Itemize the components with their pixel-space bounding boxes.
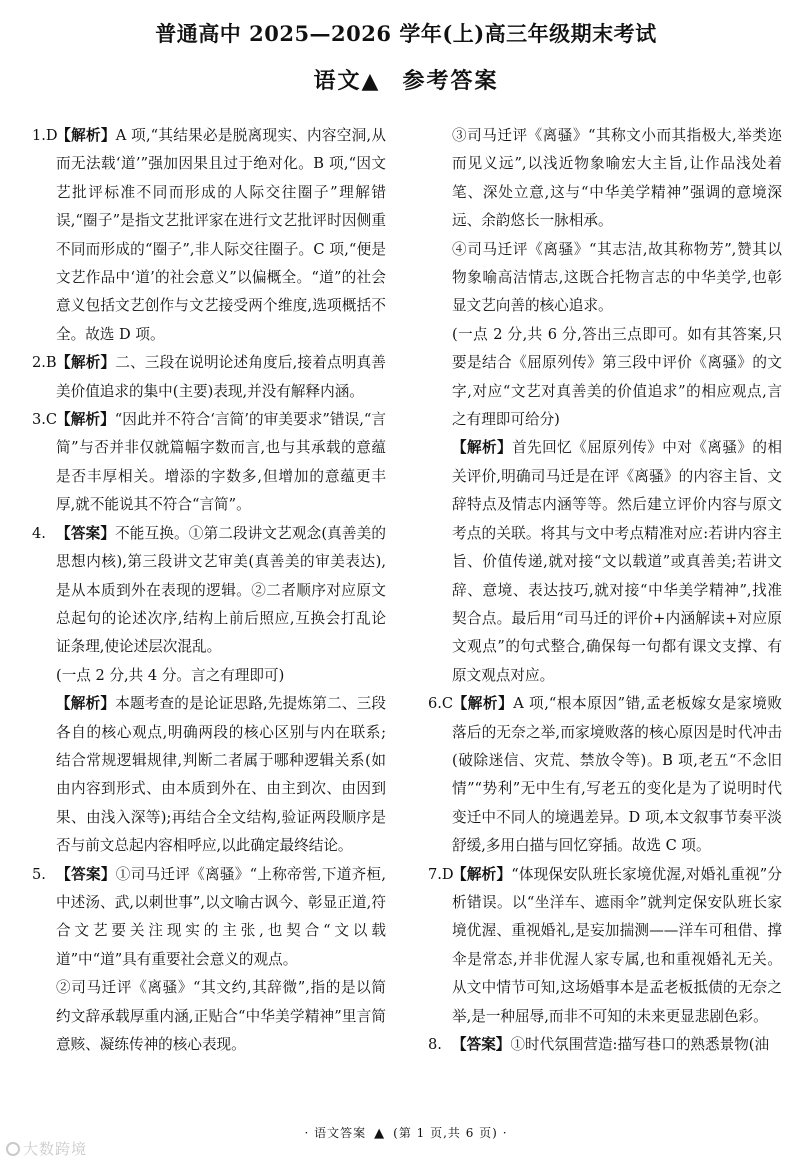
answer-item	[32, 406, 386, 520]
answer-tag: 【解析】	[452, 439, 513, 457]
footer-triangle-icon: ▲	[374, 1126, 386, 1141]
answer-tag: 【答案】	[56, 865, 116, 883]
page-subtitle	[0, 64, 812, 95]
answer-tag: 【解析】	[56, 354, 116, 372]
answer-tag: 【解析】	[56, 411, 115, 429]
answer-text: 本题考查的是论证思路,先提炼第二、三段各自的核心观点,明确两段的核心区别与内在联系;结合常规逻辑规律,判断二者属于哪种逻辑关系(如由内容到形式、由本质到外在、由主到次、由因到果、由浅入深等);再结合全文结构,验证两段顺序是否与前文总起内容相呼应,以此确定最终结论。	[56, 695, 386, 855]
question-number: 1.D	[32, 127, 58, 144]
answer-text: ①时代氛围营造:描写巷口的熟悉景物(油	[510, 1036, 770, 1053]
footer-page-number: (第 1 页,共 6 页)	[393, 1126, 498, 1140]
answer-paragraph	[428, 236, 782, 321]
question-number: 7.D	[428, 865, 454, 883]
answer-tag: 【答案】	[56, 524, 116, 542]
answer-text: (一点 2 分,共 4 分。言之有理即可)	[56, 666, 285, 684]
question-number: 4.	[32, 524, 46, 542]
answer-text: ④司马迁评《离骚》“其志洁,故其称物芳”,赞其以物象喻高洁情志,这既合托物言志的中华美学,也彰显文艺向善的核心追求。	[452, 240, 782, 315]
footer-dot-left: ·	[304, 1126, 310, 1140]
answer-item	[32, 861, 386, 975]
answer-text: 首先回忆《屈原列传》中对《离骚》的相关评价,明确司马迁是在评《离骚》的内容主旨、文辞特点及情志内涵等等。然后建立评价内容与原文考点的关联。将其与文中考点精准对应:若讲内容主旨、价值传递,就对接“文以载道”或真善美;若讲文辞、意境、表达技巧,就对接“中华美学精神”,找准契合点。最后用“司马迁的评价+内涵解读+对应原文观点”的句式整合,确保每一句都有课文支撑、有原文观点对应。	[452, 439, 782, 684]
answer-text: (一点 2 分,共 6 分,答出三点即可。如有其答案,只要是结合《屈原列传》第三段中评价《离骚》的文字,对应“文艺对真善美的价值追求”的相应观点,言之有理即可给分)	[452, 325, 782, 429]
page-footer	[0, 1124, 812, 1141]
answer-paragraph	[32, 974, 386, 1059]
answer-text: “体现保安队班长家境优渥,对婚礼重视”分析错误。以“坐洋车、遮雨伞”就判定保安队班长家境优渥、重视婚礼,是妄加揣测——洋车可租借、撑伞是常态,并非优渥人家专属,也和重视婚礼无关。从文中情节可知,这场婚事本是孟老板抵债的无奈之举,是一种屈辱,而非不可知的未来更显悲剧色彩。	[452, 865, 782, 1025]
answer-tag: 【解析】	[452, 865, 512, 883]
answer-item	[428, 861, 782, 1031]
answer-text: A 项,“其结果必是脱离现实、内容空洞,从而无法载‘道’”强加因果且过于绝对化。B 项,“因文艺批评标准不同而形成的人际交往圈子”理解错误,“圈子”是指文艺批评家在进行文艺批评时因侧重不同而形成的“圈子”,非人际交往圈子。C 项,“便是文艺作品中‘道’的社会意义”以偏概全。“道”的社会意义包括文艺创作与文艺接受两个维度,选项概括不全。故选 D 项。	[56, 127, 386, 343]
question-number: 5.	[32, 865, 46, 883]
answer-item	[32, 520, 386, 662]
answer-item	[428, 690, 782, 860]
answer-tag: 【解析】	[452, 695, 514, 713]
answer-text: ②司马迁评《离骚》“其文约,其辞微”,指的是以简约文辞承载厚重内涵,正贴合“中华美学精神”里言简意赅、凝练传神的核心表现。	[56, 979, 386, 1053]
answer-paragraph	[32, 690, 386, 860]
answer-text: 不能互换。①第二段讲文艺观念(真善美的思想内核),第三段讲文艺审美(真善美的审美表达),是从本质到外在表现的逻辑。②二者顺序对应原文总起句的论述次序,结构上前后照应,互换会打乱论证条理,使论述层次混乱。	[56, 524, 386, 656]
footer-label: 语文答案	[314, 1126, 367, 1140]
answer-paragraph	[428, 122, 782, 236]
answer-text: A 项,“根本原因”错,孟老板嫁女是家境败落后的无奈之举,而家境败落的核心原因是时代冲击(破除迷信、灾荒、禁放令等)。B 项,老五“不念旧情”“势利”无中生有,写老五的变化是为了说明时代变迁中不同人的境遇差异。D 项,本文叙事节奏平淡舒缓,多用白描与回忆穿插。故选 C 项。	[452, 695, 782, 855]
answer-paragraph	[32, 662, 386, 690]
answer-paragraph	[428, 321, 782, 435]
answer-item	[32, 122, 386, 349]
left-column	[32, 122, 386, 1059]
question-number: 8.	[428, 1036, 442, 1053]
page-title: 普通高中 2025—2026 学年(上)高三年级期末考试	[155, 21, 657, 46]
watermark-text: 大数跨境	[23, 1140, 88, 1158]
answer-paragraph	[428, 434, 782, 690]
answer-text: ①司马迁评《离骚》“上称帝喾,下道齐桓,中述汤、武,以刺世事”,以文喻古讽今、彰显正道,符合文艺要关注现实的主张,也契合“文以载道”中“道”具有重要社会意义的观点。	[56, 865, 386, 968]
doc-type-label: 参考答案	[402, 68, 499, 94]
question-number: 2.B	[32, 354, 57, 372]
footer-dot-right: ·	[502, 1126, 508, 1140]
answer-text: ③司马迁评《离骚》“其称文小而其指极大,举类迩而见义远”,以浅近物象喻宏大主旨,让作品浅处着笔、深处立意,这与“中华美学精神”强调的意境深远、余韵悠长一脉相承。	[452, 127, 782, 230]
question-number: 3.C	[32, 411, 58, 429]
answer-item	[428, 1031, 782, 1059]
answer-item	[32, 349, 386, 406]
question-number: 6.C	[428, 695, 454, 713]
watermark	[6, 1138, 87, 1159]
answer-text: “因此并不符合‘言简’的审美要求”错误,“言简”与否并非仅就篇幅字数而言,也与其承载的意蕴是否丰厚相关。增添的字数多,但增加的意蕴更丰厚,就不能说其不符合“言简”。	[56, 411, 386, 514]
right-column	[428, 122, 782, 1059]
watermark-logo-icon	[6, 1142, 20, 1156]
answer-tag: 【答案】	[452, 1036, 511, 1053]
answer-text: 二、三段在说明论述角度后,接着点明真善美价值追求的集中(主要)表现,并没有解释内涵。	[56, 354, 386, 400]
answer-tag: 【解析】	[56, 695, 116, 713]
answer-tag: 【解析】	[56, 127, 116, 144]
subject-label: 语文▲	[313, 68, 381, 94]
